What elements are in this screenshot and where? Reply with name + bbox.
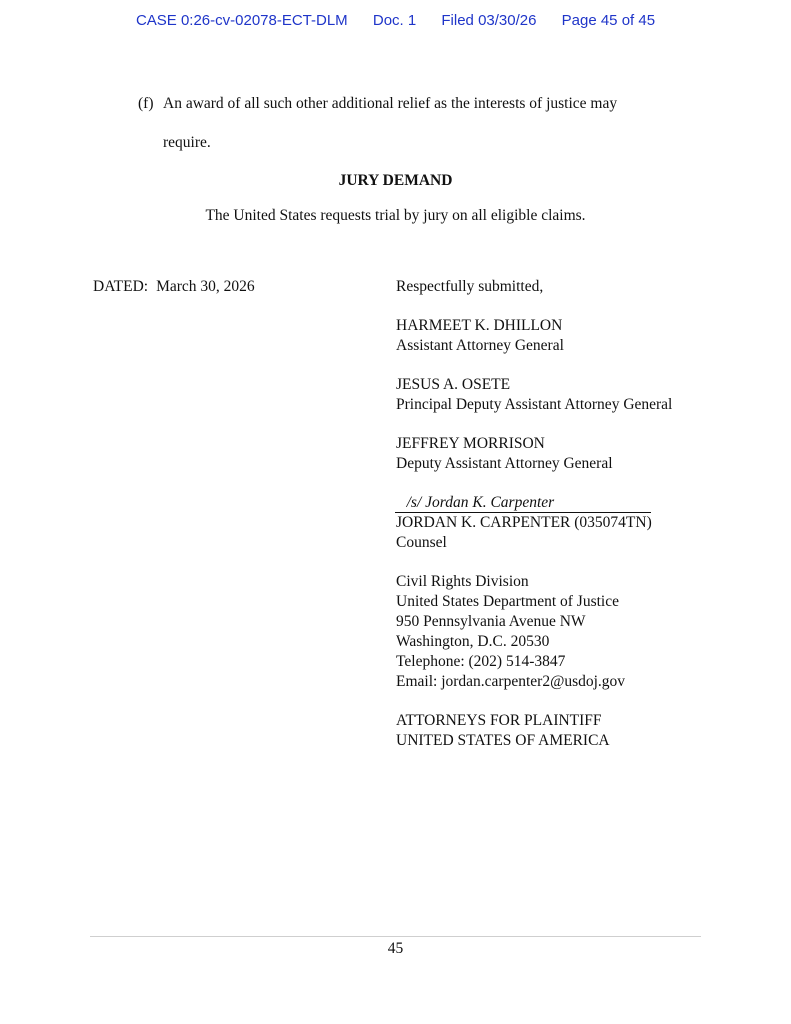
relief-item-text: An award of all such other additional relief as the interests of justice may (163, 95, 618, 112)
signature-block (396, 277, 736, 751)
closing-text: Respectfully submitted, (396, 278, 544, 295)
attorneys-for-party: UNITED STATES OF AMERICA (396, 732, 610, 749)
dated-line (93, 277, 255, 297)
telephone-line: Telephone: (202) 514-3847 (396, 653, 566, 670)
address-line: Civil Rights Division (396, 573, 529, 590)
jury-demand-text: The United States requests trial by jury on all eligible claims. (205, 207, 586, 224)
e-signature-line (396, 493, 736, 513)
case-number: CASE 0:26-cv-02078-ECT-DLM (135, 12, 348, 29)
address-line: Washington, D.C. 20530 (396, 633, 550, 650)
email-line: Email: jordan.carpenter2@usdoj.gov (396, 673, 626, 690)
e-signature-text: /s/ Jordan K. Carpenter (406, 494, 555, 511)
counsel-title: Counsel (396, 534, 447, 551)
dated-label: DATED: (93, 278, 149, 295)
address-line: United States Department of Justice (396, 593, 619, 610)
relief-item (138, 94, 698, 114)
signer-name: HARMEET K. DHILLON (396, 317, 563, 334)
address-line: 950 Pennsylvania Avenue NW (396, 613, 586, 630)
jury-demand-heading: JURY DEMAND (338, 172, 453, 189)
signer-name: JEFFREY MORRISON (396, 435, 545, 452)
page-indicator: Page 45 of 45 (561, 12, 656, 29)
case-header (0, 12, 791, 29)
signer-name: JESUS A. OSETE (396, 376, 511, 393)
dated-date: March 30, 2026 (156, 278, 255, 295)
relief-item-continuation: require. (163, 134, 211, 151)
page-number: 45 (387, 940, 404, 957)
document-number: Doc. 1 (372, 12, 417, 29)
signer-title: Principal Deputy Assistant Attorney General (396, 396, 673, 413)
counsel-name: JORDAN K. CARPENTER (035074TN) (396, 514, 652, 531)
filed-date: Filed 03/30/26 (441, 12, 537, 29)
attorneys-for-line: ATTORNEYS FOR PLAINTIFF (396, 712, 602, 729)
footer-divider (90, 936, 701, 937)
signer-title: Assistant Attorney General (396, 337, 564, 354)
signer-title: Deputy Assistant Attorney General (396, 455, 613, 472)
e-signature (395, 493, 651, 513)
relief-item-label: (f) (138, 95, 154, 112)
